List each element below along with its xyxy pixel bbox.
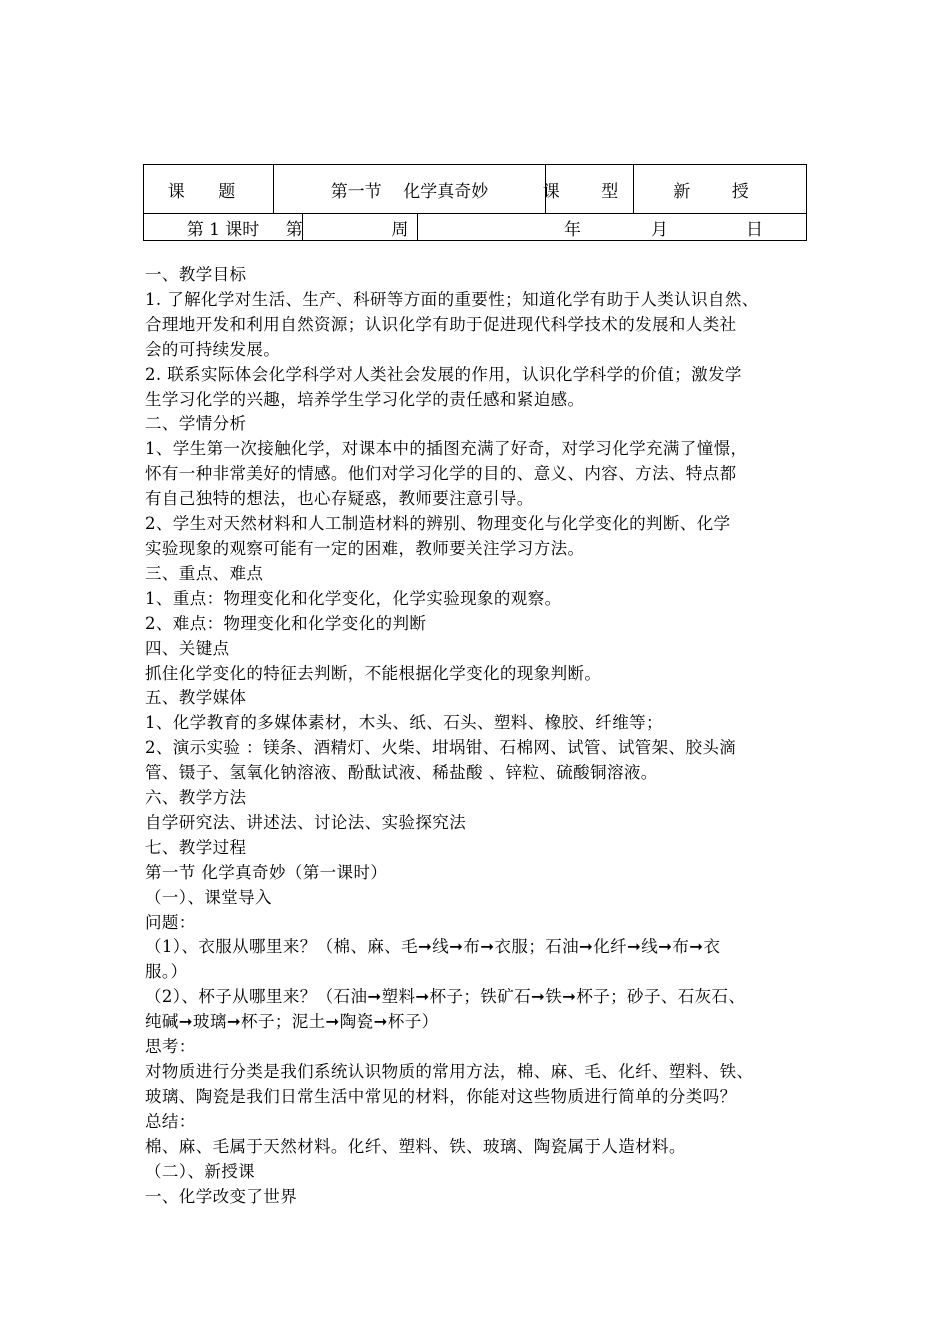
text-line: 对物质进行分类是我们系统认识物质的常用方法，棉、麻、毛、化纤、塑料、铁、 (145, 1062, 754, 1081)
text-line: 1、学生第一次接触化学，对课本中的插图充满了好奇，对学习化学充满了憧憬， (145, 439, 748, 459)
text-line: 实验现象的观察可能有一定的困难，教师要关注学习方法。 (145, 538, 585, 558)
date-cell (418, 214, 806, 240)
topic-label-cell: 课 题 (144, 165, 274, 213)
topic-cell: 第一节 化学真奇妙 (274, 165, 546, 213)
text-line: 一、教学目标 (145, 265, 247, 284)
text-line: 六、教学方法 (145, 788, 247, 808)
header-table-row-1 (143, 164, 807, 214)
text-line: 玻璃、陶瓷是我们日常生活中常见的材料，你能对这些物质进行简单的分类吗？ (145, 1086, 737, 1106)
text-line: 管、镊子、氢氧化钠溶液、酚酞试液、稀盐酸 、锌粒、硫酸铜溶液。 (145, 763, 658, 783)
text-line: 问题： (145, 912, 196, 932)
text-line: 2、演示实验 ：镁条、酒精灯、火柴、坩埚钳、石棉网、试管、试管架、胶头滴 (145, 738, 737, 758)
text-line: 三、重点、难点 (145, 563, 264, 583)
text-line: （一）、课堂导入 (145, 887, 272, 907)
month-label: 月 (651, 219, 668, 240)
text-line: 自学研究法、讲述法、讨论法、实验探究法 (145, 812, 467, 832)
text-line: 一、化学改变了世界 (145, 1186, 298, 1206)
text-line: （2）、杯子从哪里来？（石油➞塑料➞杯子；铁矿石➞铁➞杯子；砂子、石灰石、 (145, 987, 746, 1007)
text-line: 2、学生对天然材料和人工制造材料的辨别、物理变化与化学变化的判断、化学 (145, 514, 731, 534)
text-line: 七、教学过程 (145, 837, 247, 857)
year-label: 年 (564, 219, 581, 240)
lesson-type-cell: 新 授 (673, 181, 767, 202)
text-line: 生学习化学的兴趣，培养学生学习化学的责任感和紧迫感。 (145, 389, 585, 409)
text-line: （二）、新授课 (145, 1161, 256, 1181)
text-line: 2、难点：物理变化和化学变化的判断 (145, 613, 427, 633)
day-label: 日 (746, 219, 763, 240)
text-line: 服。） (145, 962, 188, 982)
text-line: 2. 联系实际体会化学科学对人类社会发展的作用，认识化学科学的价值；激发学 (145, 364, 742, 384)
text-line: 纯碱➞玻璃➞杯子；泥土➞陶瓷➞杯子） (145, 1012, 439, 1032)
text-line: 五、教学媒体 (145, 688, 247, 708)
text-line: 1、化学教育的多媒体素材，木头、纸、石头、塑料、橡胶、纤维等； (145, 713, 663, 733)
text-line: 合理地开发和利用自然资源；认识化学有助于促进现代科学技术的发展和人类社 (145, 314, 737, 334)
text-line: 棉、麻、毛属于天然材料。化纤、塑料、铁、玻璃、陶瓷属于人造材料。 (145, 1136, 686, 1156)
lesson-plan-body (145, 263, 807, 1209)
text-line: （1）、衣服从哪里来？（棉、麻、毛➞线➞布➞衣服；石油➞化纤➞线➞布➞衣 (145, 937, 721, 957)
text-line: 二、学情分析 (145, 414, 247, 434)
text-line: 第一节 化学真奇妙（第一课时） (145, 862, 388, 882)
text-line: 1、重点：物理变化和化学变化，化学实验现象的观察。 (145, 588, 562, 608)
text-line: 抓住化学变化的特征去判断，不能根据化学变化的现象判断。 (145, 663, 602, 683)
text-line: 有自己独特的想法，也心存疑惑，教师要注意引导。 (145, 489, 534, 509)
period-cell: 第 1 课时 (144, 214, 303, 240)
text-line: 总结： (145, 1111, 196, 1131)
text-line: 1. 了解化学对生活、生产、科研等方面的重要性；知道化学有助于人类认识自然、 (145, 289, 759, 309)
text-line: 四、关键点 (145, 638, 230, 658)
lesson-type-label-cell: 课 型 (546, 165, 634, 213)
week-cell: 第 周 (303, 214, 418, 240)
text-line: 思考： (145, 1037, 196, 1057)
text-line: 怀有一种非常美好的情感。他们对学习化学的目的、意义、内容、方法、特点都 (145, 464, 737, 484)
header-table-row-2 (143, 213, 807, 241)
text-line: 会的可持续发展。 (145, 339, 281, 359)
